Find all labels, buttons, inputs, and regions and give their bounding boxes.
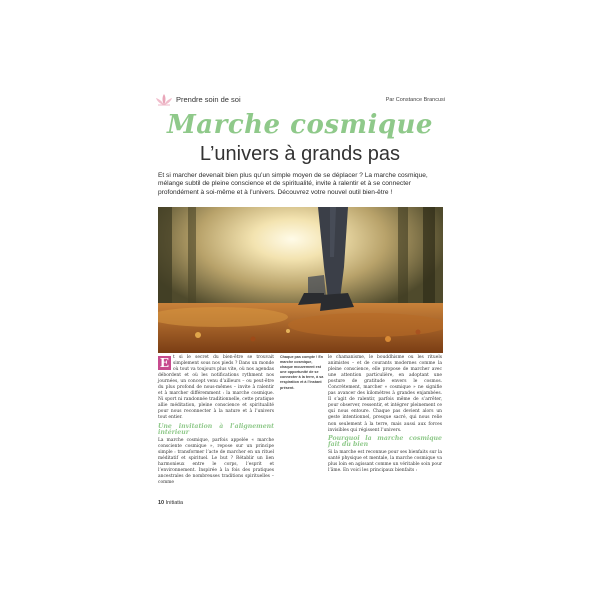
subheading: Une invitation à l’alignement intérieur [158, 422, 274, 437]
paragraph: Si la marche est reconnue pour ses bienfaits sur la santé physique et mentale, la marche cosmique va plus loin en agissant comme un véritable soin pour l’âme. En voici les principaux bienfaits : [328, 449, 442, 473]
paragraph: le chamanisme, le bouddhisme ou les rituels animistes – et de courants modernes comme la pleine conscience, elle propose de marcher avec une attention particulière, en adoptant une posture de gratitude envers le cosmos. Concrètement, marcher « cosmique » ne signifie pas avancer des kilomètres à grandes enjambées. Il s’agit de ralentir, parfois même de s’arrêter, pour observer, ressentir, et intégrer pleinement ce qui nous entoure. Chaque pas devient alors un geste intentionnel, presque sacré, qui nous relie non seulement à la terre, mais aussi aux forces invisibles qui régissent l’univers. [328, 355, 442, 433]
body-column-2 [328, 355, 442, 474]
magazine-name: Initiatia [165, 500, 184, 506]
subheading: Pourquoi la marche cosmique fait du bien [328, 434, 442, 449]
article-title: Marche cosmique [167, 110, 433, 140]
section-label: Prendre soin de soi [176, 95, 241, 104]
author-byline: Par Constance Brancusi [385, 97, 445, 103]
pull-quote: Chaque pas compte ! En marche cosmique, chaque mouvement est une opportunité de se connecter à la terre, à sa respiration et à l’instant présent. [280, 355, 324, 390]
lotus-icon [155, 93, 173, 107]
autumn-walk-photo [158, 207, 443, 353]
article-intro: Et si marcher devenait bien plus qu’un simple moyen de se déplacer ? La marche cosmique, mélange subtil de pleine conscience et de spiritualité, invite à ralentir et à se connecter profondément à soi-même et à l’univers. Découvrez votre nouvel outil bien-être ! [158, 172, 428, 196]
paragraph: t si le secret du bien-être se trouvait simplement sous nos pieds ? Dans un monde où tout va toujours plus vite, où nos agendas débordent et où les notifications rythment nos journées, un concept venu d’ailleurs – ou peut-être du plus profond de nous-mêmes – invite à ralentir et à marcher différemment : la marche cosmique. Ni sport ni randonnée traditionnelle, cette pratique allie méditation, pleine conscience et spiritualité pour nous reconnecter à la nature et à l’univers tout entier. [158, 355, 274, 421]
paragraph: La marche cosmique, parfois appelée « marche consciente cosmique », repose sur un principe simple : transformer l’acte de marcher en un rituel méditatif et spirituel. Le but ? Rétablir un lien harmonieux entre le corps, l’esprit et l’environnement. Inspirée à la fois des pratiques ancestrales de nombreuses traditions spirituelles – comme [158, 437, 274, 486]
body-column-1 [158, 355, 274, 486]
page-footer [158, 500, 183, 506]
page-header [155, 93, 445, 107]
drop-cap: E [159, 356, 170, 370]
article-subtitle: L’univers à grands pas [199, 143, 401, 165]
page-number: 10 [158, 500, 165, 506]
